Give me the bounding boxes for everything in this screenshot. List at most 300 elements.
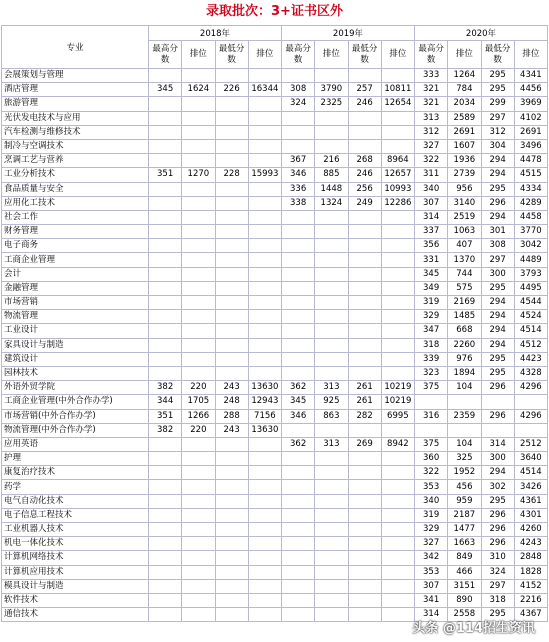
rank-cell: 976	[448, 352, 481, 366]
major-cell: 应用化工技术	[2, 196, 149, 210]
score-cell	[348, 281, 381, 295]
score-cell: 314	[415, 210, 448, 224]
rank-cell	[182, 366, 215, 380]
rank-cell: 784	[448, 83, 481, 97]
rank-cell: 220	[182, 423, 215, 437]
score-cell	[348, 338, 381, 352]
score-cell	[282, 310, 315, 324]
sub-header-rank: 排位	[381, 41, 414, 69]
rank-cell: 4514	[514, 466, 547, 480]
rank-cell: 3140	[448, 196, 481, 210]
rank-cell	[182, 537, 215, 551]
major-cell: 电子信息工程技术	[2, 508, 149, 522]
rank-cell: 2034	[448, 97, 481, 111]
score-cell	[348, 551, 381, 565]
score-cell: 301	[481, 225, 514, 239]
score-cell: 297	[481, 253, 514, 267]
score-cell: 324	[282, 97, 315, 111]
rank-cell: 3496	[514, 139, 547, 153]
rank-cell	[248, 494, 281, 508]
rank-cell: 2187	[448, 508, 481, 522]
score-cell	[149, 324, 182, 338]
rank-cell	[381, 423, 414, 437]
score-cell: 297	[481, 579, 514, 593]
score-cell	[348, 565, 381, 579]
rank-cell: 220	[182, 381, 215, 395]
rank-cell	[248, 593, 281, 607]
score-cell: 322	[415, 466, 448, 480]
score-cell	[215, 182, 248, 196]
rank-cell	[315, 608, 348, 622]
score-cell	[282, 523, 315, 537]
score-cell	[215, 267, 248, 281]
rank-cell	[248, 310, 281, 324]
score-cell: 295	[481, 182, 514, 196]
score-cell	[215, 97, 248, 111]
table-row	[2, 437, 548, 451]
table-row	[2, 324, 548, 338]
rank-cell: 16344	[248, 83, 281, 97]
score-cell: 338	[282, 196, 315, 210]
rank-cell: 3969	[514, 97, 547, 111]
rank-cell	[182, 608, 215, 622]
score-cell: 344	[149, 395, 182, 409]
score-cell	[282, 508, 315, 522]
admission-table	[1, 25, 548, 622]
year-header-2019: 2019年	[282, 26, 415, 41]
sub-header-max-score: 最高分数	[149, 41, 182, 69]
rank-cell	[248, 281, 281, 295]
score-cell: 318	[481, 593, 514, 607]
rank-cell: 4478	[514, 154, 547, 168]
score-cell: 312	[481, 125, 514, 139]
score-cell	[215, 111, 248, 125]
score-cell: 353	[415, 480, 448, 494]
major-cell: 软件技术	[2, 593, 149, 607]
major-cell: 工商企业管理(中外合作办学)	[2, 395, 149, 409]
rank-cell	[381, 508, 414, 522]
rank-cell	[315, 111, 348, 125]
score-cell	[215, 508, 248, 522]
rank-cell: 4512	[514, 338, 547, 352]
score-cell	[348, 508, 381, 522]
rank-cell: 4152	[514, 579, 547, 593]
rank-cell	[381, 125, 414, 139]
score-cell	[149, 466, 182, 480]
year-header-2018: 2018年	[149, 26, 282, 41]
rank-cell	[182, 437, 215, 451]
rank-cell	[315, 210, 348, 224]
score-cell	[149, 111, 182, 125]
score-cell	[215, 281, 248, 295]
score-cell	[149, 310, 182, 324]
rank-cell: 1264	[448, 69, 481, 83]
major-cell: 市场营销	[2, 296, 149, 310]
score-cell: 294	[481, 296, 514, 310]
rank-cell	[182, 480, 215, 494]
rank-cell: 313	[315, 437, 348, 451]
score-cell	[348, 366, 381, 380]
rank-cell: 744	[448, 267, 481, 281]
score-cell	[282, 366, 315, 380]
score-cell	[282, 267, 315, 281]
rank-cell: 2519	[448, 210, 481, 224]
major-cell: 通信技术	[2, 608, 149, 622]
score-cell	[215, 608, 248, 622]
score-cell: 282	[348, 409, 381, 423]
table-row	[2, 523, 548, 537]
score-cell	[348, 139, 381, 153]
score-cell: 268	[348, 154, 381, 168]
rank-cell	[381, 523, 414, 537]
score-cell	[149, 437, 182, 451]
rank-cell	[182, 111, 215, 125]
rank-cell	[248, 324, 281, 338]
rank-cell	[381, 267, 414, 281]
rank-cell	[315, 139, 348, 153]
table-row	[2, 338, 548, 352]
score-cell: 295	[481, 281, 514, 295]
rank-cell	[381, 579, 414, 593]
rank-cell	[248, 239, 281, 253]
rank-cell	[315, 267, 348, 281]
score-cell: 349	[415, 281, 448, 295]
rank-cell	[182, 125, 215, 139]
score-cell: 342	[415, 551, 448, 565]
rank-cell	[381, 310, 414, 324]
rank-cell	[381, 565, 414, 579]
rank-cell: 925	[315, 395, 348, 409]
rank-cell: 2589	[448, 111, 481, 125]
score-cell	[282, 352, 315, 366]
score-cell: 346	[282, 168, 315, 182]
score-cell: 296	[481, 537, 514, 551]
score-cell: 294	[481, 338, 514, 352]
major-cell: 金融管理	[2, 281, 149, 295]
rank-cell: 1607	[448, 139, 481, 153]
rank-cell	[182, 324, 215, 338]
rank-cell: 1705	[182, 395, 215, 409]
score-cell	[149, 125, 182, 139]
sub-header-rank: 排位	[315, 41, 348, 69]
score-cell	[149, 338, 182, 352]
rank-cell	[315, 452, 348, 466]
score-cell: 257	[348, 83, 381, 97]
score-cell: 351	[149, 409, 182, 423]
score-cell: 345	[415, 267, 448, 281]
rank-cell	[248, 537, 281, 551]
major-cell: 财务管理	[2, 225, 149, 239]
score-cell	[149, 366, 182, 380]
score-cell	[149, 296, 182, 310]
score-cell	[282, 139, 315, 153]
sub-header-rank: 排位	[248, 41, 281, 69]
score-cell: 340	[415, 182, 448, 196]
score-cell	[215, 366, 248, 380]
rank-cell	[182, 225, 215, 239]
score-cell: 319	[415, 296, 448, 310]
score-cell: 294	[481, 154, 514, 168]
rank-cell: 10811	[381, 83, 414, 97]
rank-cell: 863	[315, 409, 348, 423]
score-cell: 300	[481, 267, 514, 281]
table-row	[2, 551, 548, 565]
rank-cell	[248, 182, 281, 196]
score-cell	[348, 523, 381, 537]
rank-cell	[182, 196, 215, 210]
rank-cell: 1324	[315, 196, 348, 210]
score-cell: 295	[481, 366, 514, 380]
score-cell	[149, 508, 182, 522]
rank-cell: 4367	[514, 608, 547, 622]
rank-cell: 4544	[514, 296, 547, 310]
rank-cell	[315, 579, 348, 593]
rank-cell	[248, 608, 281, 622]
year-header-row	[2, 26, 548, 41]
score-cell: 321	[415, 83, 448, 97]
score-cell: 312	[415, 125, 448, 139]
major-cell: 外语外贸学院	[2, 381, 149, 395]
rank-cell	[182, 182, 215, 196]
rank-cell: 4243	[514, 537, 547, 551]
major-cell: 模具设计与制造	[2, 579, 149, 593]
rank-cell: 575	[448, 281, 481, 295]
rank-cell	[248, 97, 281, 111]
score-cell	[282, 296, 315, 310]
score-cell	[348, 352, 381, 366]
major-cell: 制冷与空调技术	[2, 139, 149, 153]
score-cell: 295	[481, 494, 514, 508]
major-cell: 应用英语	[2, 437, 149, 451]
rank-cell: 1828	[514, 565, 547, 579]
rank-cell: 1477	[448, 523, 481, 537]
rank-cell: 4334	[514, 182, 547, 196]
score-cell	[215, 537, 248, 551]
score-cell: 314	[415, 608, 448, 622]
score-cell	[149, 225, 182, 239]
rank-cell	[381, 593, 414, 607]
rank-cell	[248, 225, 281, 239]
score-cell: 296	[481, 523, 514, 537]
major-cell: 会计	[2, 267, 149, 281]
table-row	[2, 253, 548, 267]
table-row	[2, 281, 548, 295]
rank-cell: 13630	[248, 381, 281, 395]
score-cell	[282, 281, 315, 295]
score-cell	[348, 310, 381, 324]
rank-cell: 2691	[448, 125, 481, 139]
table-row	[2, 593, 548, 607]
rank-cell	[248, 480, 281, 494]
score-cell	[215, 324, 248, 338]
major-cell: 家具设计与制造	[2, 338, 149, 352]
rank-cell	[182, 508, 215, 522]
score-cell	[282, 324, 315, 338]
rank-cell	[248, 253, 281, 267]
score-cell: 356	[415, 239, 448, 253]
rank-cell: 2739	[448, 168, 481, 182]
sub-header-min-score: 最低分数	[348, 41, 381, 69]
rank-cell	[248, 210, 281, 224]
major-cell: 工业设计	[2, 324, 149, 338]
rank-cell	[248, 111, 281, 125]
score-cell	[282, 225, 315, 239]
score-cell: 226	[215, 83, 248, 97]
score-cell	[215, 579, 248, 593]
rank-cell: 4301	[514, 508, 547, 522]
rank-cell	[381, 139, 414, 153]
rank-cell	[381, 111, 414, 125]
score-cell: 319	[415, 508, 448, 522]
rank-cell	[381, 452, 414, 466]
major-cell: 园林技术	[2, 366, 149, 380]
rank-cell: 12943	[248, 395, 281, 409]
score-cell: 329	[415, 310, 448, 324]
rank-cell: 10219	[381, 395, 414, 409]
rank-cell: 4328	[514, 366, 547, 380]
score-cell: 327	[415, 537, 448, 551]
rank-cell: 1063	[448, 225, 481, 239]
rank-cell: 2216	[514, 593, 547, 607]
score-cell: 375	[415, 437, 448, 451]
rank-cell	[182, 523, 215, 537]
score-cell: 295	[481, 83, 514, 97]
score-cell: 296	[481, 409, 514, 423]
sub-header-max-score: 最高分数	[415, 41, 448, 69]
rank-cell	[182, 551, 215, 565]
rank-cell: 3640	[514, 452, 547, 466]
score-cell	[215, 523, 248, 537]
score-cell	[149, 494, 182, 508]
rank-cell: 325	[448, 452, 481, 466]
rank-cell	[182, 296, 215, 310]
rank-cell: 8942	[381, 437, 414, 451]
rank-cell	[315, 296, 348, 310]
score-cell: 296	[481, 381, 514, 395]
major-cell: 酒店管理	[2, 83, 149, 97]
score-cell: 228	[215, 168, 248, 182]
score-cell: 316	[415, 409, 448, 423]
score-cell	[215, 551, 248, 565]
score-cell	[215, 139, 248, 153]
rank-cell	[315, 310, 348, 324]
score-cell	[282, 253, 315, 267]
rank-cell	[381, 281, 414, 295]
rank-cell: 456	[448, 480, 481, 494]
major-cell: 旅游管理	[2, 97, 149, 111]
score-cell	[149, 608, 182, 622]
score-cell: 336	[282, 182, 315, 196]
rank-cell	[248, 296, 281, 310]
score-cell	[282, 565, 315, 579]
rank-cell: 13630	[248, 423, 281, 437]
rank-cell	[315, 480, 348, 494]
rank-cell: 2169	[448, 296, 481, 310]
rank-cell	[182, 494, 215, 508]
rank-cell: 10219	[381, 381, 414, 395]
major-cell: 机电一体化技术	[2, 537, 149, 551]
rank-cell	[315, 565, 348, 579]
rank-cell: 8964	[381, 154, 414, 168]
table-row	[2, 139, 548, 153]
score-cell: 331	[415, 253, 448, 267]
score-cell	[348, 111, 381, 125]
rank-cell	[315, 253, 348, 267]
rank-cell: 1952	[448, 466, 481, 480]
score-cell	[282, 537, 315, 551]
score-cell: 295	[481, 69, 514, 83]
table-row	[2, 480, 548, 494]
score-cell: 299	[481, 97, 514, 111]
rank-cell	[182, 593, 215, 607]
table-row	[2, 366, 548, 380]
major-cell: 汽车检测与维修技术	[2, 125, 149, 139]
score-cell: 345	[149, 83, 182, 97]
rank-cell	[182, 466, 215, 480]
score-cell: 304	[481, 139, 514, 153]
rank-cell	[248, 154, 281, 168]
score-cell: 327	[415, 139, 448, 153]
watermark: 头条 @114招生资讯	[412, 621, 535, 636]
rank-cell: 12654	[381, 97, 414, 111]
table-row	[2, 239, 548, 253]
score-cell	[149, 196, 182, 210]
major-cell: 光伏发电技术与应用	[2, 111, 149, 125]
score-cell: 246	[348, 97, 381, 111]
score-cell	[282, 239, 315, 253]
major-cell: 物流管理	[2, 310, 149, 324]
score-cell	[149, 551, 182, 565]
rank-cell	[315, 508, 348, 522]
score-cell: 294	[481, 324, 514, 338]
major-cell: 工业分析技术	[2, 168, 149, 182]
score-cell	[348, 239, 381, 253]
rank-cell	[315, 494, 348, 508]
rank-cell	[248, 523, 281, 537]
rank-cell: 3793	[514, 267, 547, 281]
rank-cell: 7156	[248, 409, 281, 423]
rank-cell	[248, 352, 281, 366]
rank-cell	[182, 210, 215, 224]
score-cell: 261	[348, 381, 381, 395]
score-cell	[215, 196, 248, 210]
score-cell: 269	[348, 437, 381, 451]
score-cell: 314	[481, 437, 514, 451]
rank-cell: 466	[448, 565, 481, 579]
score-cell	[149, 452, 182, 466]
table-row	[2, 352, 548, 366]
score-cell	[149, 239, 182, 253]
score-cell: 249	[348, 196, 381, 210]
rank-cell: 1936	[448, 154, 481, 168]
score-cell	[348, 452, 381, 466]
score-cell	[215, 310, 248, 324]
score-cell: 367	[282, 154, 315, 168]
rank-cell: 4456	[514, 83, 547, 97]
score-cell	[149, 69, 182, 83]
score-cell	[282, 608, 315, 622]
sub-header-rank: 排位	[448, 41, 481, 69]
score-cell: 296	[481, 508, 514, 522]
score-cell: 288	[215, 409, 248, 423]
score-cell: 362	[282, 381, 315, 395]
major-cell: 药学	[2, 480, 149, 494]
rank-cell	[248, 267, 281, 281]
major-cell: 工业机器人技术	[2, 523, 149, 537]
major-header: 专业	[2, 26, 149, 69]
table-row	[2, 267, 548, 281]
sub-header-max-score: 最高分数	[282, 41, 315, 69]
